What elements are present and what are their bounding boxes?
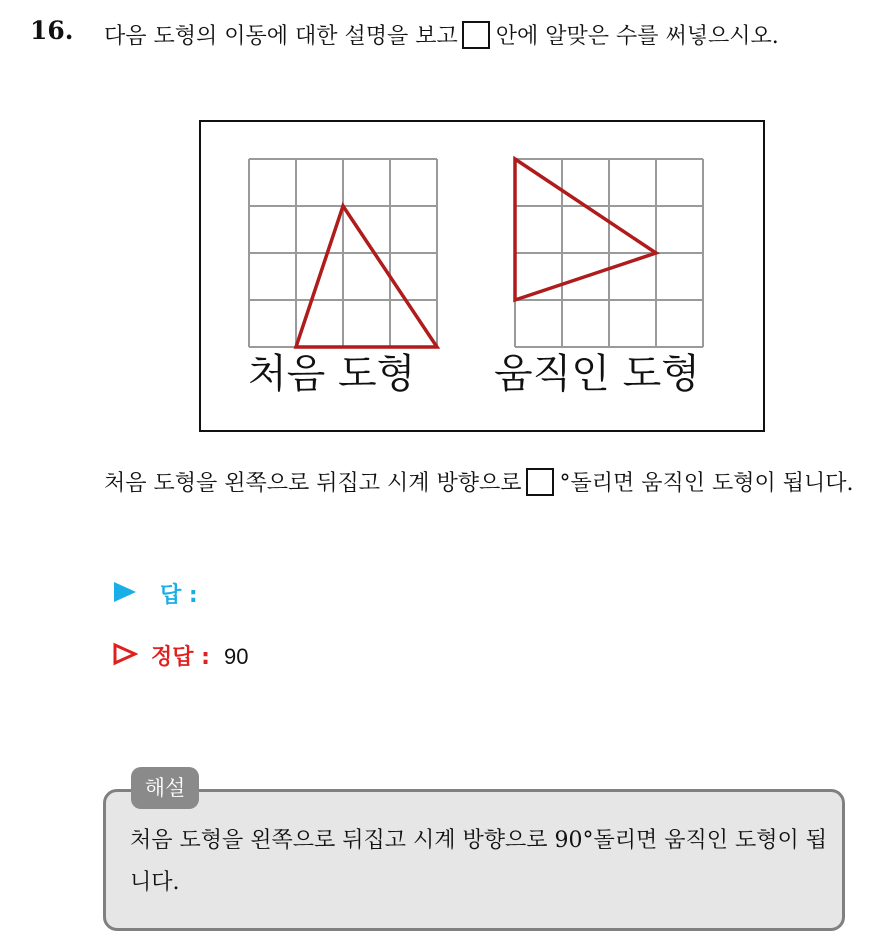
- right-figure-caption: 움직인 도형: [494, 351, 700, 397]
- statement-text: [104, 464, 864, 504]
- correct-marker-icon: [112, 645, 145, 670]
- correct-label: 정답 :: [151, 645, 210, 670]
- statement-text-after: °돌리면 움직인 도형이 됩니다.: [559, 471, 854, 496]
- answer-blank-box: [462, 21, 490, 49]
- figure-frame: [199, 120, 765, 432]
- question-text-before: 다음 도형의 이동에 대한 설명을 보고: [104, 24, 458, 49]
- explanation-tab: 해설: [131, 767, 199, 809]
- statement-blank-box: [526, 468, 554, 496]
- correct-value: 90: [223, 644, 249, 669]
- correct-answer-row: [112, 640, 248, 671]
- moved-triangle: [515, 159, 656, 300]
- explanation-box: [103, 789, 845, 931]
- answer-marker-icon: [112, 580, 138, 610]
- answer-label: 답 :: [160, 583, 198, 608]
- right-grid: [515, 159, 703, 347]
- original-triangle: [296, 206, 437, 347]
- question-number: 16.: [30, 16, 74, 45]
- statement-text-before: 처음 도형을 왼쪽으로 뒤집고 시계 방향으로: [104, 471, 522, 496]
- question-text-after: 안에 알맞은 수를 써넣으시오.: [495, 24, 779, 49]
- left-grid: [249, 159, 437, 347]
- answer-row: [112, 578, 198, 610]
- left-figure-caption: 처음 도형: [248, 351, 416, 397]
- explanation-text: 처음 도형을 왼쪽으로 뒤집고 시계 방향으로 90°돌리면 움직인 도형이 됩니다.: [130, 828, 827, 895]
- question-text: [104, 17, 864, 57]
